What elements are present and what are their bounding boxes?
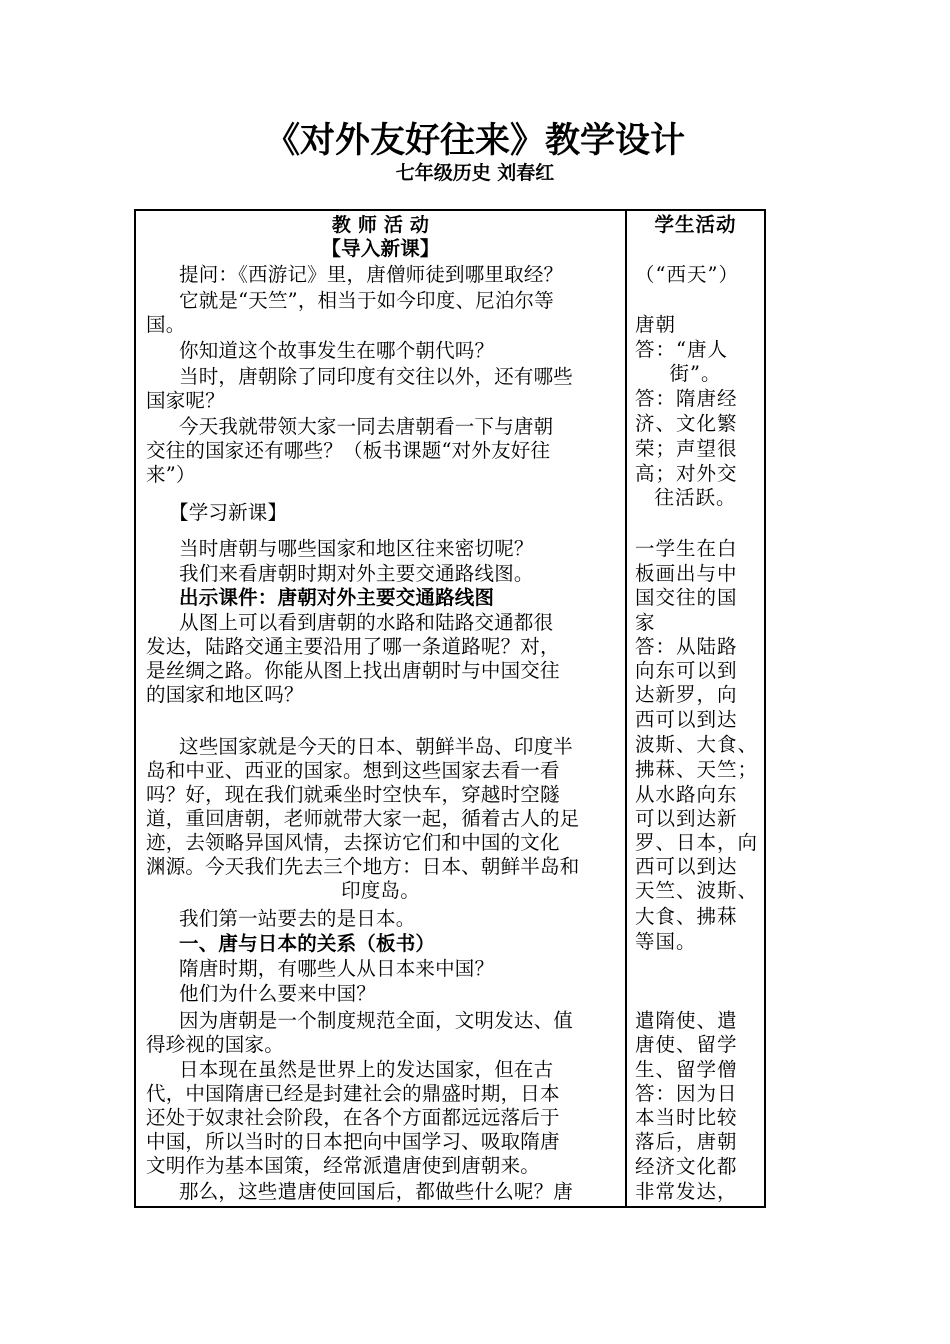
teacher-line: 这些国家就是今天的日本、朝鲜半岛、印度半 <box>179 735 574 758</box>
student-line: 西可以到达 <box>635 708 738 731</box>
courseware-heading: 出示课件：唐朝对外主要交通路线图 <box>179 586 495 609</box>
teacher-line: 的国家和地区吗？ <box>146 683 304 706</box>
student-line: 济、文化繁 <box>635 412 738 435</box>
student-line: 罗、日本，向 <box>635 831 759 854</box>
student-line: 板画出与中 <box>635 562 738 585</box>
student-line: 答：因为日 <box>635 1082 738 1105</box>
student-line: 向东可以到 <box>635 659 738 682</box>
student-line: 答：“唐人 <box>635 338 728 361</box>
teacher-line: 那么，这些遣唐使回国后，都做些什么呢？唐 <box>179 1180 574 1203</box>
teacher-line: 渊源。今天我们先去三个地方：日本、朝鲜半岛和 <box>146 855 580 878</box>
teacher-header: 教 师 活 动 <box>331 214 430 236</box>
teacher-line: 文明作为基本国策，经常派遣唐使到唐朝来。 <box>146 1154 541 1177</box>
student-line: 国交往的国 <box>635 586 738 609</box>
student-line: 唐使、留学 <box>635 1033 738 1056</box>
student-line: 大食、拂菻 <box>635 905 738 928</box>
teacher-line: 提问：《西游记》里，唐僧师徒到哪里取经？ <box>179 263 564 286</box>
student-line: 西可以到达 <box>635 855 738 878</box>
teacher-line: 还处于奴隶社会阶段，在各个方面都远远落后于 <box>146 1106 560 1129</box>
section-heading-japan: 一、唐与日本的关系（板书） <box>179 932 436 955</box>
student-line: 波斯、大食、 <box>635 733 759 756</box>
student-line: 街”。 <box>669 362 722 385</box>
student-line: 等国。 <box>635 930 697 953</box>
teacher-line: 印度岛。 <box>341 879 420 902</box>
lesson-table <box>134 209 766 1208</box>
teacher-line: 国。 <box>146 313 186 336</box>
student-line: 一学生在白 <box>635 537 738 560</box>
teacher-line: 日本现在虽然是世界上的发达国家，但在古 <box>179 1058 554 1081</box>
teacher-column <box>136 211 625 1206</box>
student-line: 答：从陆路 <box>635 635 738 658</box>
teacher-line: 它就是“天竺”，相当于如今印度、尼泊尔等 <box>179 289 554 312</box>
teacher-line: 当时，唐朝除了同印度有交往以外，还有哪些 <box>179 365 574 388</box>
teacher-line: 交往的国家还有哪些？（板书课题“对外友好往 <box>146 439 551 462</box>
teacher-line: 今天我就带领大家一同去唐朝看一下与唐朝 <box>179 415 554 438</box>
student-line: 答：隋唐经 <box>635 387 738 410</box>
student-line: 从水路向东 <box>635 783 738 806</box>
student-line: 遣隋使、遣 <box>635 1009 738 1032</box>
document-title: 《对外友好往来》教学设计 <box>264 121 685 161</box>
teacher-line: 吗？好，现在我们就乘坐时空快车，穿越时空隧 <box>146 783 560 806</box>
teacher-line: 发达，陆路交通主要沿用了哪一条道路呢？对， <box>146 635 560 658</box>
teacher-line: 来”） <box>146 463 196 486</box>
student-line: 高；对外交 <box>635 462 738 485</box>
student-line: 生、留学僧 <box>635 1058 738 1081</box>
teacher-line: 当时唐朝与哪些国家和地区往来密切呢？ <box>179 537 534 560</box>
teacher-line: 是丝绸之路。你能从图上找出唐朝时与中国交往 <box>146 659 560 682</box>
teacher-line: 道，重回唐朝，老师就带大家一起，循着古人的足 <box>146 807 580 830</box>
student-line: 非常发达， <box>635 1180 738 1203</box>
student-line: 落后，唐朝 <box>635 1130 738 1153</box>
section-heading-intro: 【导入新课】 <box>321 237 440 260</box>
teacher-line: 代，中国隋唐已经是封建社会的鼎盛时期，日本 <box>146 1082 560 1105</box>
teacher-line: 国家呢？ <box>146 389 225 412</box>
section-heading-new: 【学习新课】 <box>169 501 288 524</box>
teacher-line: 他们为什么要来中国？ <box>179 982 377 1005</box>
teacher-line: 得珍视的国家。 <box>146 1033 284 1056</box>
teacher-line: 迹，去领略异国风情，去探访它们和中国的文化 <box>146 831 560 854</box>
student-line: （“西天”） <box>635 263 739 286</box>
teacher-line: 中国，所以当时的日本把向中国学习、吸取隋唐 <box>146 1130 560 1153</box>
student-line: 天竺、波斯、 <box>635 879 759 902</box>
teacher-line: 隋唐时期，有哪些人从日本来中国？ <box>179 957 495 980</box>
teacher-line: 你知道这个故事发生在哪个朝代吗？ <box>179 339 495 362</box>
teacher-line: 从图上可以看到唐朝的水路和陆路交通都很 <box>179 611 554 634</box>
student-line: 往活跃。 <box>654 486 737 509</box>
student-column <box>627 211 764 1206</box>
student-line: 拂菻、天竺； <box>635 758 759 781</box>
student-header: 学生活动 <box>654 213 737 236</box>
teacher-line: 因为唐朝是一个制度规范全面，文明发达、值 <box>179 1009 574 1032</box>
student-line: 经济文化都 <box>635 1155 738 1178</box>
teacher-line: 我们来看唐朝时期对外主要交通路线图。 <box>179 562 534 585</box>
student-line: 唐朝 <box>635 313 677 336</box>
document-subtitle: 七年级历史 刘春红 <box>395 162 555 184</box>
teacher-line: 我们第一站要去的是日本。 <box>179 907 416 930</box>
student-line: 本当时比较 <box>635 1106 738 1129</box>
student-line: 家 <box>635 611 656 634</box>
student-line: 荣；声望很 <box>635 437 738 460</box>
teacher-line: 岛和中亚、西亚的国家。想到这些国家去看一看 <box>146 759 560 782</box>
student-line: 可以到达新 <box>635 807 738 830</box>
student-line: 达新罗，向 <box>635 683 738 706</box>
